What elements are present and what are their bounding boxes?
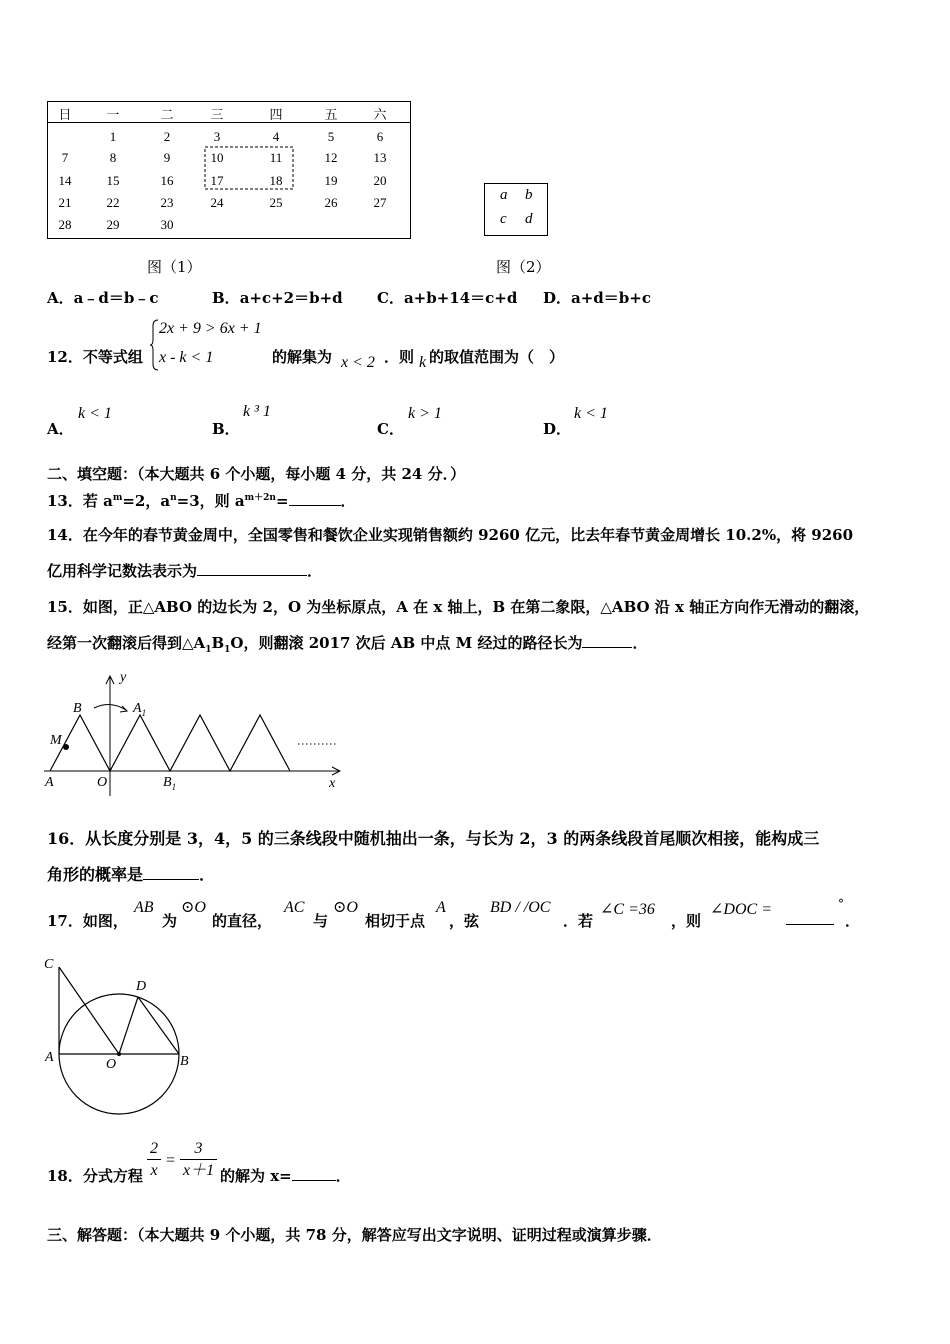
q11-option-d: D．a+d＝b+c: [543, 289, 651, 307]
q12-mid2: ．则: [384, 348, 415, 366]
fig2-b: b: [525, 187, 533, 203]
calendar-date: 4: [272, 129, 280, 144]
q17-circle-o: ⊙O: [181, 899, 206, 916]
calendar-date: 9: [163, 150, 171, 165]
q12-option-c: k > 1: [408, 405, 442, 422]
center-dot: [117, 1052, 121, 1056]
fig15-b1-label: $B_1$: [163, 775, 177, 792]
calendar-date: 16: [160, 173, 174, 188]
q17-w5: ，弦: [449, 912, 480, 930]
q11-option-c: C．a+b+14＝c+d: [377, 289, 518, 307]
q17-w6: ．若: [563, 912, 594, 930]
calendar-date: 30: [160, 217, 174, 232]
fig15-x-label: x: [329, 776, 336, 791]
q17-w1: 为: [162, 912, 178, 930]
calendar-date: 3: [213, 129, 221, 144]
chord-bd: [138, 997, 179, 1054]
q12-tail: 的取值范围为（ ）: [429, 348, 565, 366]
calendar-date: 1: [109, 129, 117, 144]
q12-ineq-2: x - k < 1: [159, 349, 214, 366]
q18-blank[interactable]: [292, 1166, 336, 1181]
q14-line1: 14．在今年的春节黄金周中，全国零售和餐饮企业实现销售额约 9260 亿元，比去年春节黄金周增长 10.2%，将 9260: [47, 526, 854, 544]
figure1-caption: 图（1）: [147, 258, 202, 276]
calendar-date: 24: [210, 195, 224, 210]
q14-line2: 亿用科学记数法表示为 ．: [47, 562, 323, 580]
calendar-figure: [47, 101, 411, 239]
fig2-a: a: [500, 187, 508, 203]
calendar-date: 19: [324, 173, 338, 188]
fig17-c-label: C: [44, 957, 54, 972]
calendar-date: 27: [373, 195, 387, 210]
q16-blank[interactable]: [143, 865, 199, 880]
calendar-date: 17: [210, 173, 224, 188]
q11-option-a: A．a﹣d＝b﹣c: [47, 289, 159, 307]
calendar-date: 22: [106, 195, 120, 210]
calendar-date: 29: [106, 217, 120, 232]
fig17-a-label: A: [45, 1050, 54, 1065]
fig15-m-label: M: [50, 733, 62, 748]
q17-degree: °: [838, 897, 844, 911]
q12-number: 12．不等式组: [47, 348, 143, 366]
calendar-date: 25: [269, 195, 283, 210]
q12-option-a: k < 1: [78, 405, 112, 422]
q13-question: 13．若 $a^m=2$，$a^n=3$，则 $a^{m+2n}=$ ．: [47, 492, 356, 510]
q17-w2: 的直径，: [212, 912, 273, 930]
fig15-a-label: A: [45, 775, 54, 790]
fig2-d: d: [525, 211, 533, 227]
fig15-b-label: B: [73, 701, 82, 716]
q18-equals: =: [165, 1152, 176, 1169]
rolling-triangles: [50, 715, 290, 771]
q17-end: ．: [845, 912, 861, 930]
calendar-date: 7: [61, 150, 69, 165]
fig15-o-label: O: [97, 775, 108, 790]
q13-blank[interactable]: [289, 491, 341, 506]
segment-co: [59, 967, 119, 1054]
figure2-caption: 图（2）: [496, 258, 551, 276]
q17-circle-o2: ⊙O: [333, 899, 358, 916]
q17-number: 17．如图，: [47, 912, 128, 930]
calendar-date: 28: [58, 217, 72, 232]
fig17-o-label: O: [106, 1057, 117, 1072]
section3-heading: 三、解答题：（本大题共 9 个小题，共 78 分，解答应写出文字说明、证明过程或演算步骤．: [47, 1226, 662, 1244]
q18-fraction-left: $\frac{2}{x}$: [147, 1138, 161, 1181]
figure2-box: [484, 183, 548, 236]
q15-line1: 15．如图，正△ABO 的边长为 2，O 为坐标原点，A 在 x 轴上，B 在第二象限，△ABO 沿 x 轴正方向作无滑动的翻滚，: [47, 598, 870, 616]
weekday-header: 四: [269, 107, 283, 122]
section2-heading: 二、填空题：（本大题共 6 个小题，每小题 4 分，共 24 分．）: [47, 465, 466, 483]
calendar-date: 15: [106, 173, 120, 188]
fig17-b-label: B: [180, 1054, 189, 1069]
weekday-header: 一: [106, 107, 120, 122]
q18-fraction-right: $\frac{3}{x+1}$: [180, 1138, 217, 1181]
q12-mid: 的解集为: [272, 348, 333, 366]
weekday-header: 二: [160, 107, 174, 122]
calendar-date: 21: [58, 195, 72, 210]
calendar-date: 13: [373, 150, 387, 165]
calendar-date: 5: [327, 129, 335, 144]
calendar-date: 12: [324, 150, 338, 165]
q17-angle-doc: ∠DOC =: [710, 901, 772, 918]
q17-ab: AB: [134, 899, 154, 916]
q17-ac: AC: [284, 899, 305, 916]
q17-bd-parallel-oc: BD / /OC: [490, 899, 551, 916]
q12-option-a-label: A．: [47, 420, 74, 438]
q17-circle-figure: [40, 955, 200, 1120]
q15-triangle-figure: [44, 670, 344, 798]
q17-w7: ，则: [671, 912, 702, 930]
q17-w3: 与: [313, 912, 329, 930]
calendar-date: 18: [269, 173, 283, 188]
q16-line2: 角形的概率是 ．: [47, 865, 216, 884]
calendar-date: 8: [109, 150, 117, 165]
fig17-d-label: D: [136, 979, 147, 994]
q12-option-d-label: D．: [543, 420, 572, 438]
q12-k: k: [419, 354, 427, 371]
q12-option-b-label: B．: [212, 420, 240, 438]
q17-blank[interactable]: [786, 924, 834, 925]
point-m: [63, 744, 69, 750]
weekday-header: 日: [58, 107, 72, 122]
calendar-date: 6: [376, 129, 384, 144]
q18-number: 18．分式方程: [47, 1167, 143, 1185]
calendar-date: 2: [163, 129, 171, 144]
q17-point-a: A: [436, 899, 446, 916]
q17-angle-c: ∠C =36: [600, 901, 655, 918]
calendar-date: 11: [269, 150, 283, 165]
q12-solution: x < 2: [341, 354, 375, 371]
fig2-c: c: [500, 211, 507, 227]
fig15-a1-label: $A_1$: [133, 701, 147, 718]
q17-w4: 相切于点: [365, 912, 426, 930]
calendar-date: 20: [373, 173, 387, 188]
q18-tail: 的解为 x= ．: [220, 1167, 351, 1185]
q14-blank[interactable]: [197, 561, 307, 576]
q15-blank[interactable]: [582, 633, 632, 648]
q16-line1: 16．从长度分别是 3，4，5 的三条线段中随机抽出一条，与长为 2，3 的两条线段首尾顺次相接，能构成三: [47, 829, 820, 848]
q12-ineq-1: 2x + 9 > 6x + 1: [159, 320, 262, 337]
q12-option-d: k < 1: [574, 405, 608, 422]
q12-option-b: k ³ 1: [243, 403, 271, 420]
weekday-header: 六: [373, 107, 387, 122]
weekday-header: 五: [324, 107, 338, 122]
q15-line2: 经第一次翻滚后得到$\triangle A_1B_1O$，则翻滚 2017 次后 AB 中点 M 经过的路径长为 ．: [47, 634, 648, 655]
segment-od: [119, 997, 138, 1054]
calendar-date: 10: [210, 150, 224, 165]
q11-option-b: B．a+c+2＝b+d: [212, 289, 343, 307]
fig15-y-label: y: [120, 670, 127, 685]
weekday-header: 三: [210, 107, 224, 122]
q12-option-c-label: C．: [377, 420, 404, 438]
calendar-date: 14: [58, 173, 72, 188]
dashed-box: [48, 102, 410, 238]
calendar-date: 23: [160, 195, 174, 210]
calendar-date: 26: [324, 195, 338, 210]
